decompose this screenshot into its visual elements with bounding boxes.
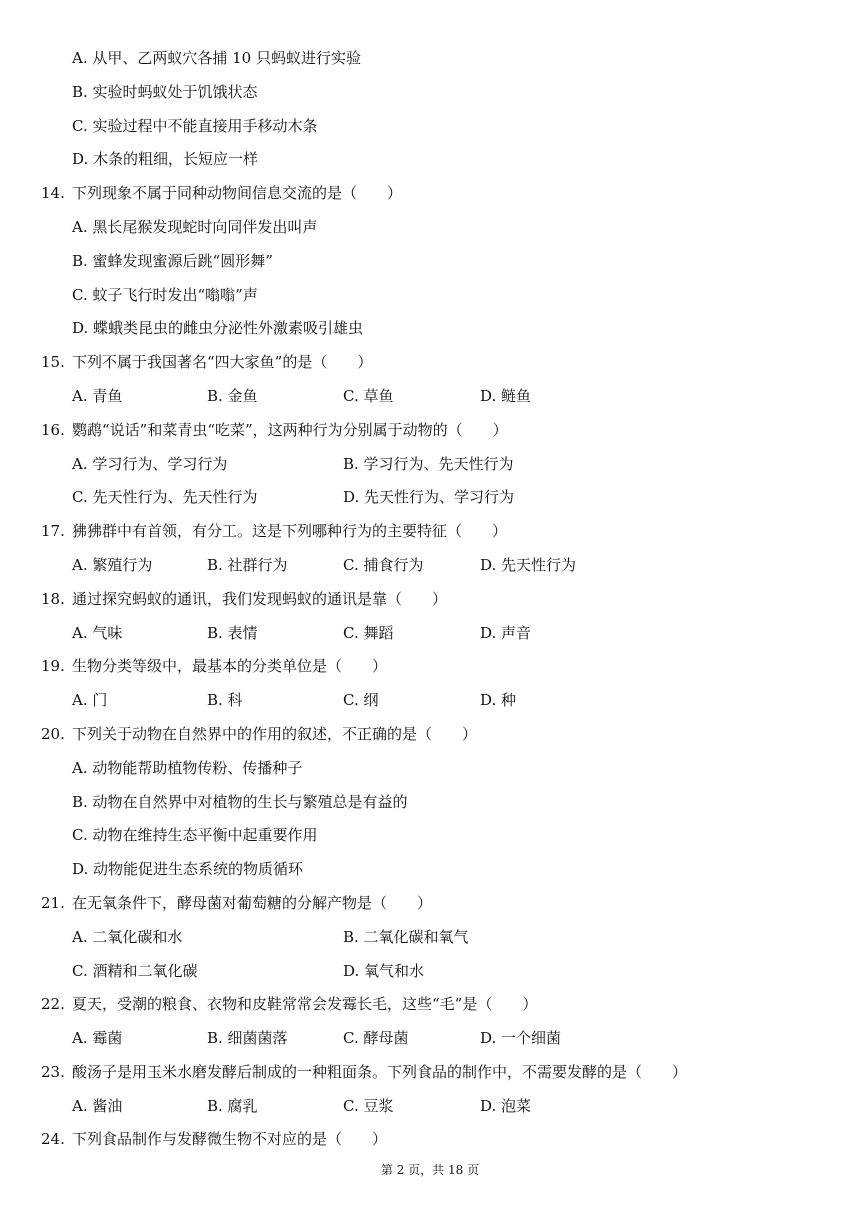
question-19 bbox=[0, 655, 860, 677]
option-c: C. 酒精和二氧化碳 bbox=[72, 962, 198, 980]
question-text: 下列食品制作与发酵微生物不对应的是（ ） bbox=[72, 1130, 388, 1148]
question-number: 17. bbox=[41, 522, 65, 540]
q23-options bbox=[0, 1095, 860, 1117]
question-number: 22. bbox=[41, 995, 65, 1013]
question-number: 18. bbox=[41, 590, 65, 608]
option-c: C. 草鱼 bbox=[343, 387, 394, 405]
option-d: D. 声音 bbox=[480, 624, 532, 642]
option-b: B. 表情 bbox=[207, 624, 258, 642]
q14-option-a: A. 黑长尾猴发现蛇时向同伴发出叫声 bbox=[72, 218, 318, 236]
q15-options bbox=[0, 385, 860, 407]
question-text: 生物分类等级中，最基本的分类单位是（ ） bbox=[72, 657, 388, 675]
option-d: D. 先天性行为、学习行为 bbox=[343, 488, 515, 506]
q20-option-b: B. 动物在自然界中对植物的生长与繁殖总是有益的 bbox=[72, 793, 408, 811]
q18-options bbox=[0, 622, 860, 644]
q16-options-row1 bbox=[0, 453, 860, 475]
q19-options bbox=[0, 689, 860, 711]
option-c: C. 豆浆 bbox=[343, 1097, 394, 1115]
option-d: D. 种 bbox=[480, 691, 517, 709]
question-20 bbox=[0, 723, 860, 745]
q13-option-c: C. 实验过程中不能直接用手移动木条 bbox=[72, 117, 318, 135]
option-a: A. 霉菌 bbox=[72, 1029, 123, 1047]
question-number: 16. bbox=[41, 421, 65, 439]
option-d: D. 泡菜 bbox=[480, 1097, 532, 1115]
q20-option-c: C. 动物在维持生态平衡中起重要作用 bbox=[72, 826, 318, 844]
question-text: 狒狒群中有首领，有分工。这是下列哪种行为的主要特征（ ） bbox=[72, 522, 508, 540]
option-b: B. 科 bbox=[207, 691, 243, 709]
option-a: A. 青鱼 bbox=[72, 387, 123, 405]
question-text: 通过探究蚂蚁的通讯，我们发现蚂蚁的通讯是靠（ ） bbox=[72, 590, 448, 608]
question-15 bbox=[0, 351, 860, 373]
question-number: 20. bbox=[41, 725, 65, 743]
q13-option-b: B. 实验时蚂蚁处于饥饿状态 bbox=[72, 83, 258, 101]
q14-option-d: D. 蝶蛾类昆虫的雌虫分泌性外激素吸引雄虫 bbox=[72, 319, 364, 337]
option-a: A. 酱油 bbox=[72, 1097, 123, 1115]
option-a: A. 气味 bbox=[72, 624, 123, 642]
question-text: 鹦鹉“说话”和菜青虫“吃菜”，这两种行为分别属于动物的（ ） bbox=[72, 421, 508, 439]
q13-option-d: D. 木条的粗细，长短应一样 bbox=[72, 150, 259, 168]
question-number: 15. bbox=[41, 353, 65, 371]
option-d: D. 鲢鱼 bbox=[480, 387, 532, 405]
question-text: 夏天，受潮的粮食、衣物和皮鞋常常会发霉长毛，这些“毛”是（ ） bbox=[72, 995, 538, 1013]
q14-option-c: C. 蚊子飞行时发出“嗡嗡”声 bbox=[72, 286, 258, 304]
question-22 bbox=[0, 993, 860, 1015]
option-c: C. 酵母菌 bbox=[343, 1029, 409, 1047]
q16-options-row2 bbox=[0, 486, 860, 508]
question-number: 24. bbox=[41, 1130, 65, 1148]
q14-option-b: B. 蜜蜂发现蜜源后跳“圆形舞” bbox=[72, 252, 273, 270]
q21-options-row1 bbox=[0, 926, 860, 948]
q21-options-row2 bbox=[0, 960, 860, 982]
option-a: A. 二氧化碳和水 bbox=[72, 928, 183, 946]
q20-option-d: D. 动物能促进生态系统的物质循环 bbox=[72, 860, 304, 878]
option-c: C. 纲 bbox=[343, 691, 379, 709]
question-17 bbox=[0, 520, 860, 542]
option-b: B. 金鱼 bbox=[207, 387, 258, 405]
q22-options bbox=[0, 1027, 860, 1049]
question-16 bbox=[0, 419, 860, 441]
option-d: D. 一个细菌 bbox=[480, 1029, 562, 1047]
question-14 bbox=[0, 182, 860, 204]
question-text: 下列不属于我国著名“四大家鱼”的是（ ） bbox=[72, 353, 373, 371]
option-d: D. 先天性行为 bbox=[480, 556, 577, 574]
option-c: C. 舞蹈 bbox=[343, 624, 394, 642]
option-a: A. 学习行为、学习行为 bbox=[72, 455, 228, 473]
question-number: 23. bbox=[41, 1063, 65, 1081]
option-c: C. 捕食行为 bbox=[343, 556, 424, 574]
option-b: B. 社群行为 bbox=[207, 556, 288, 574]
question-text: 在无氧条件下，酵母菌对葡萄糖的分解产物是（ ） bbox=[72, 894, 433, 912]
option-b: B. 细菌菌落 bbox=[207, 1029, 288, 1047]
question-number: 21. bbox=[41, 894, 65, 912]
q13-option-a: A. 从甲、乙两蚁穴各捕 10 只蚂蚁进行实验 bbox=[72, 49, 361, 67]
q17-options bbox=[0, 554, 860, 576]
page-footer: 第 2 页，共 18 页 bbox=[380, 1163, 480, 1177]
question-text: 下列现象不属于同种动物间信息交流的是（ ） bbox=[72, 184, 403, 202]
question-number: 19. bbox=[41, 657, 65, 675]
option-b: B. 二氧化碳和氧气 bbox=[343, 928, 469, 946]
option-a: A. 门 bbox=[72, 691, 108, 709]
question-21 bbox=[0, 892, 860, 914]
question-18 bbox=[0, 588, 860, 610]
option-b: B. 学习行为、先天性行为 bbox=[343, 455, 514, 473]
question-number: 14. bbox=[41, 184, 65, 202]
q20-option-a: A. 动物能帮助植物传粉、传播种子 bbox=[72, 759, 303, 777]
question-text: 下列关于动物在自然界中的作用的叙述，不正确的是（ ） bbox=[72, 725, 478, 743]
question-23 bbox=[0, 1061, 860, 1083]
question-24 bbox=[0, 1128, 860, 1150]
option-c: C. 先天性行为、先天性行为 bbox=[72, 488, 258, 506]
option-d: D. 氧气和水 bbox=[343, 962, 425, 980]
option-b: B. 腐乳 bbox=[207, 1097, 258, 1115]
option-a: A. 繁殖行为 bbox=[72, 556, 153, 574]
question-text: 酸汤子是用玉米水磨发酵后制成的一种粗面条。下列食品的制作中，不需要发酵的是（ ） bbox=[72, 1063, 688, 1081]
